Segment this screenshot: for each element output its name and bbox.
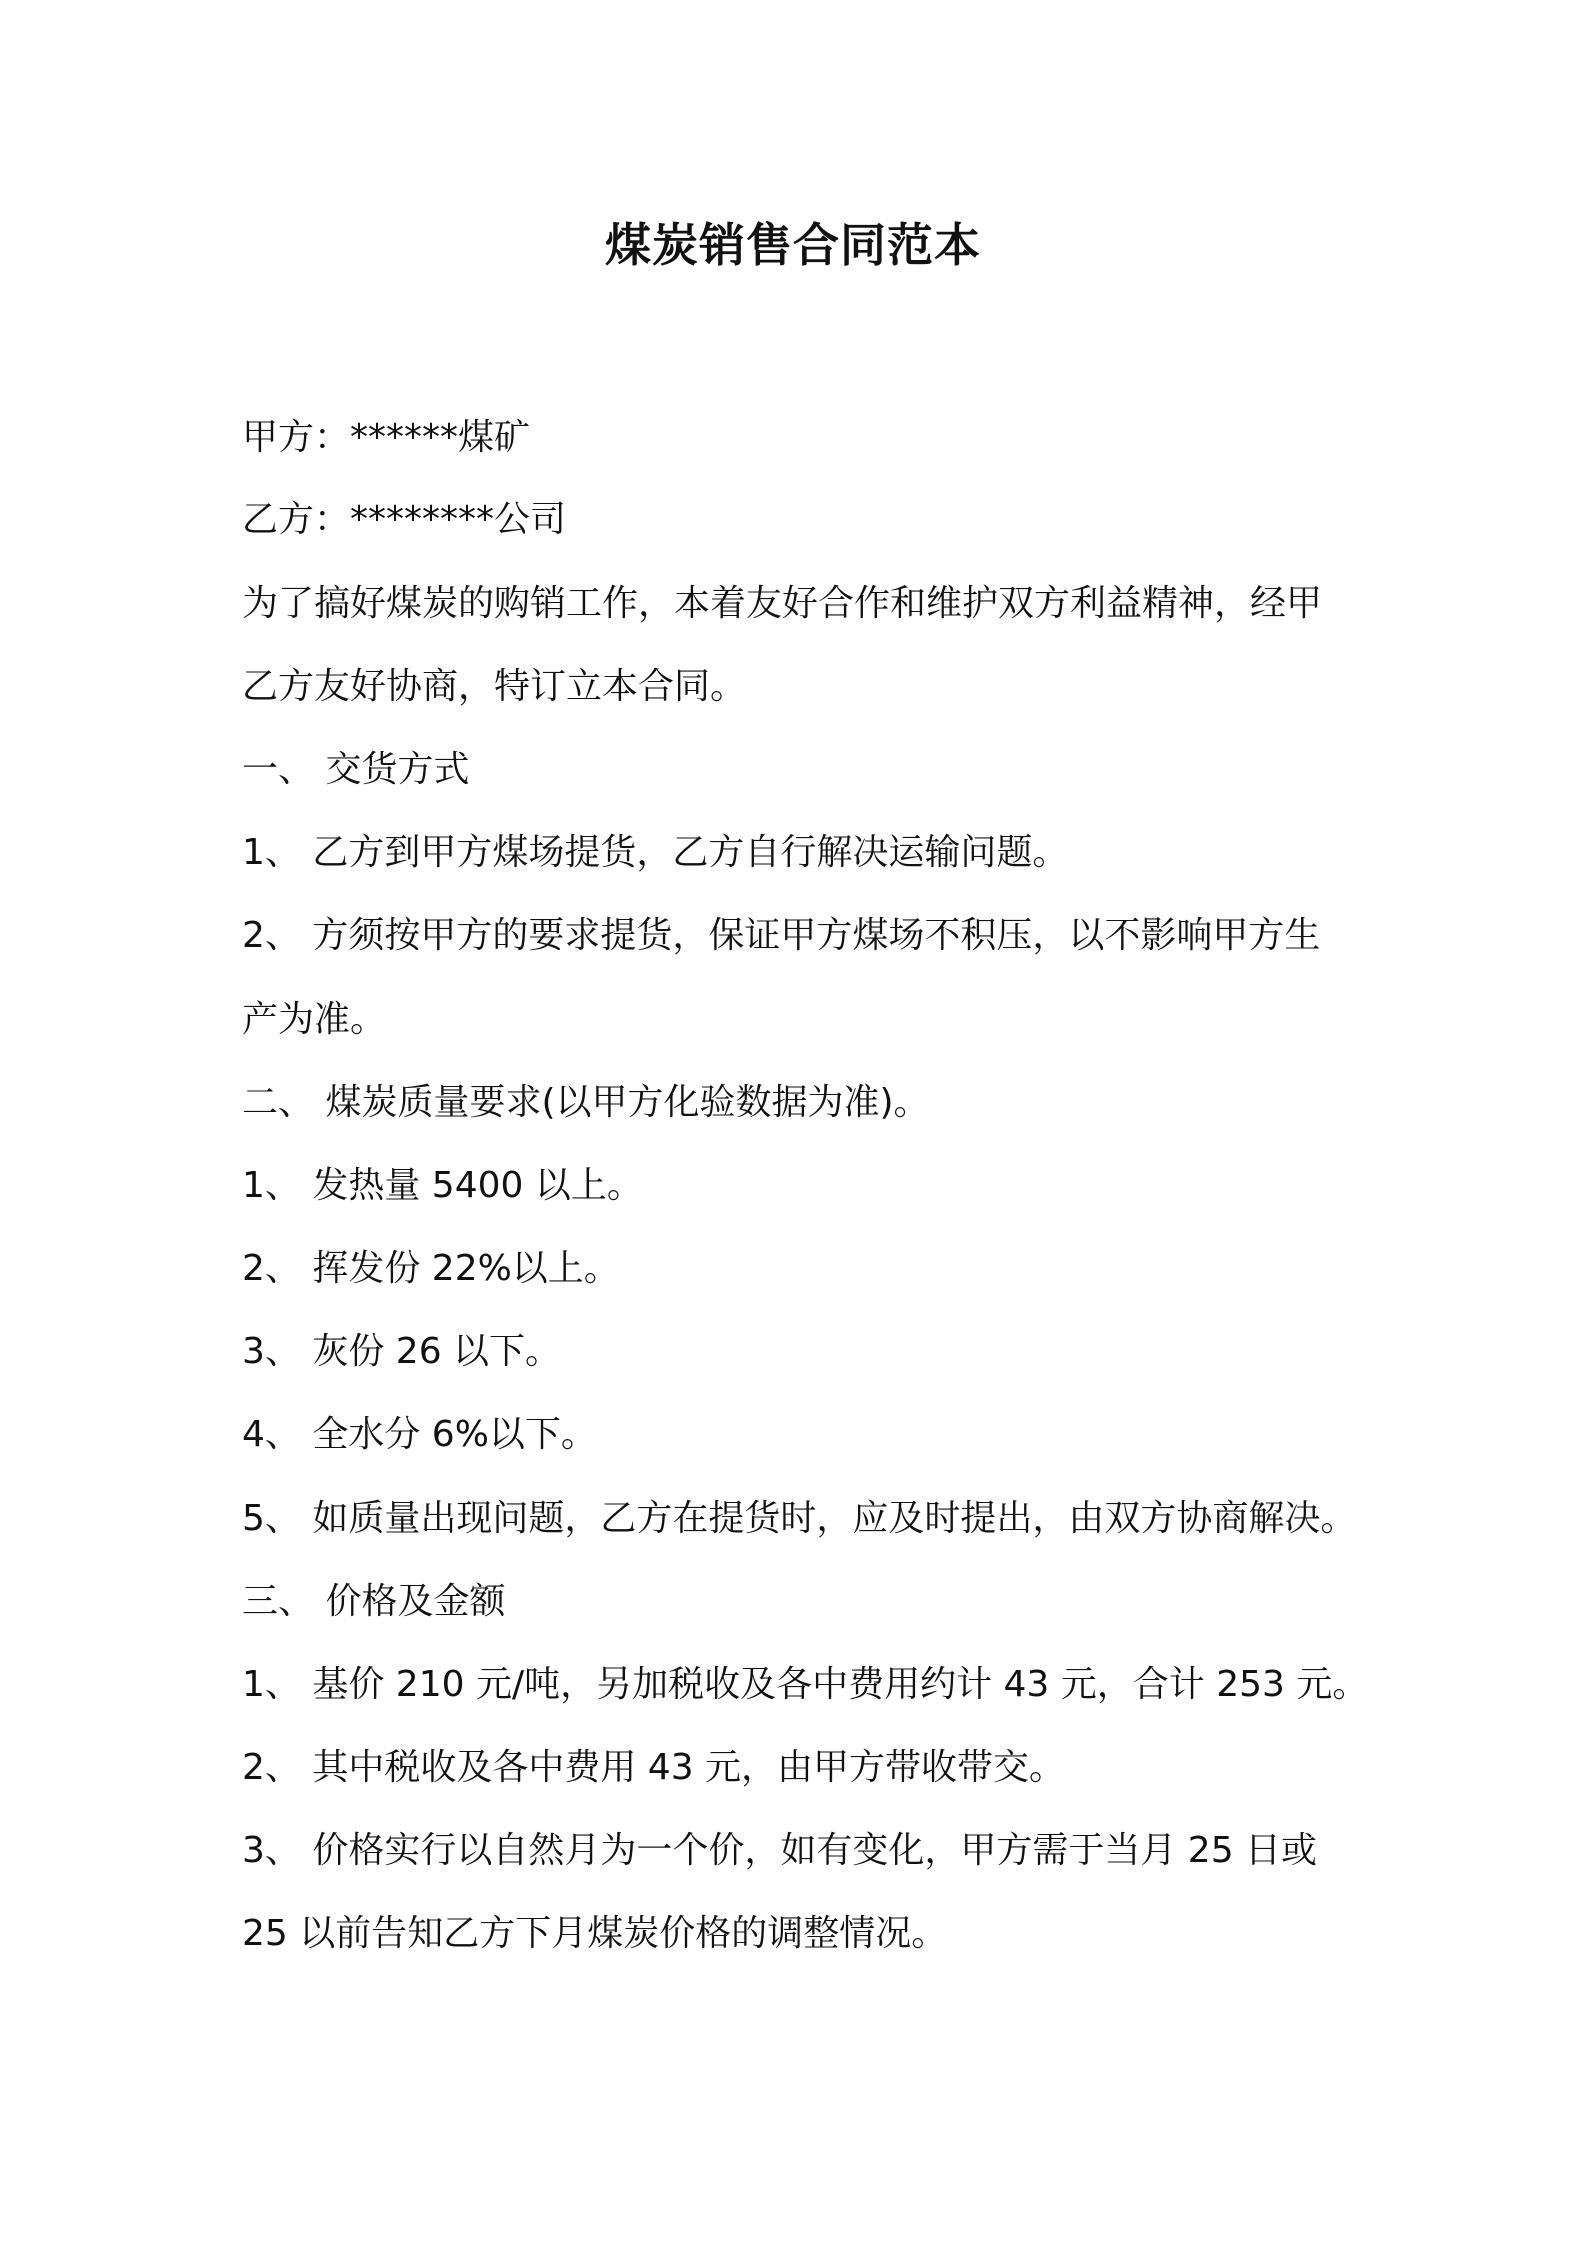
party-a-line: 甲方：******煤矿	[242, 417, 531, 458]
section-1-item-2-line-2: 产为准。	[242, 999, 387, 1040]
section-3-heading: 三、 价格及金额	[242, 1581, 506, 1622]
section-2-item-4: 4、 全水分 6%以下。	[242, 1414, 597, 1455]
section-2-item-2: 2、 挥发份 22%以上。	[242, 1248, 620, 1289]
section-2-item-3: 3、 灰份 26 以下。	[242, 1331, 562, 1372]
section-2-item-5: 5、 如质量出现问题，乙方在提货时，应及时提出，由双方协商解决。	[242, 1498, 1357, 1539]
section-1-item-2-line-1: 2、 方须按甲方的要求提货，保证甲方煤场不积压，以不影响甲方生	[242, 915, 1321, 956]
preamble-line-2: 乙方友好协商，特订立本合同。	[242, 666, 747, 707]
party-b-line: 乙方：********公司	[242, 499, 567, 540]
preamble-line-1: 为了搞好煤炭的购销工作，本着友好合作和维护双方利益精神，经甲	[242, 583, 1323, 624]
section-3-item-2: 2、 其中税收及各中费用 43 元，由甲方带收带交。	[242, 1747, 1066, 1788]
section-2-item-1: 1、 发热量 5400 以上。	[242, 1165, 643, 1206]
document-title: 煤炭销售合同范本	[605, 218, 981, 272]
section-3-item-3-line-1: 3、 价格实行以自然月为一个价，如有变化，甲方需于当月 25 日或	[242, 1830, 1318, 1871]
section-2-heading: 二、 煤炭质量要求(以甲方化验数据为准)。	[242, 1082, 930, 1123]
section-1-item-1: 1、 乙方到甲方煤场提货，乙方自行解决运输问题。	[242, 832, 1069, 873]
section-3-item-1: 1、 基价 210 元/吨，另加税收及各中费用约计 43 元，合计 253 元。	[242, 1664, 1369, 1705]
section-1-heading: 一、 交货方式	[242, 749, 470, 790]
section-3-item-3-line-2: 25 以前告知乙方下月煤炭价格的调整情况。	[242, 1913, 948, 1954]
